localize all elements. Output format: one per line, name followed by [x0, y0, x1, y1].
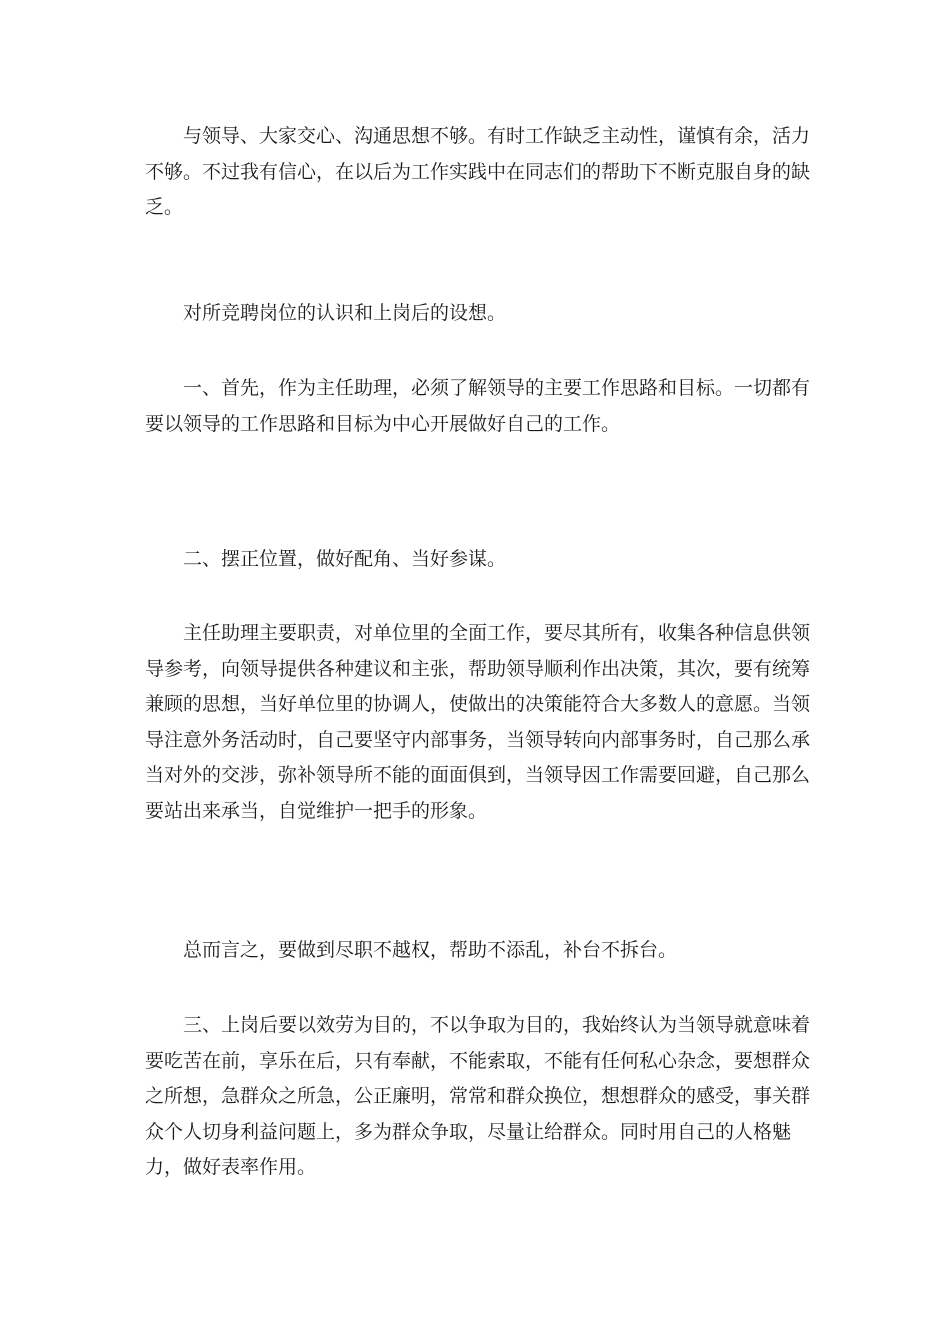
paragraph-position-heading: 对所竞聘岗位的认识和上岗后的设想。: [183, 302, 507, 324]
paragraph-communication: 与领导、大家交心、沟通思想不够。有时工作缺乏主动性，谨慎有余，活力不够。不过我有信心，在以后为工作实践中在同志们的帮助下不断克服自身的缺乏。: [145, 125, 811, 219]
paragraph-point-two: 二、摆正位置，做好配角、当好参谋。: [183, 548, 507, 570]
paragraph-point-one: 一、首先，作为主任助理，必须了解领导的主要工作思路和目标。一切都有要以领导的工作思路和目标为中心开展做好自己的工作。: [145, 377, 811, 435]
paragraph-duties: 主任助理主要职责，对单位里的全面工作，要尽其所有，收集各种信息供领导参考，向领导提供各种建议和主张，帮助领导顺利作出决策，其次，要有统筹兼顾的思想，当好单位里的协调人，使做出的决策能符合大多数人的意愿。当领导注意外务活动时，自己要坚守内部事务，当领导转向内部事务时，自己那么承当对外的交涉，弥补领导所不能的面面俱到，当领导因工作需要回避，自己那么要站出来承当，自觉维护一把手的形象。: [145, 622, 811, 822]
paragraph-summary: 总而言之，要做到尽职不越权，帮助不添乱，补台不拆台。: [183, 939, 678, 961]
paragraph-point-three: 三、上岗后要以效劳为目的，不以争取为目的，我始终认为当领导就意味着要吃苦在前，享乐在后，只有奉献，不能索取，不能有任何私心杂念，要想群众之所想，急群众之所急，公正廉明，常常和群众换位，想想群众的感受，事关群众个人切身利益问题上，多为群众争取，尽量让给群众。同时用自己的人格魅力，做好表率作用。: [145, 1014, 811, 1179]
